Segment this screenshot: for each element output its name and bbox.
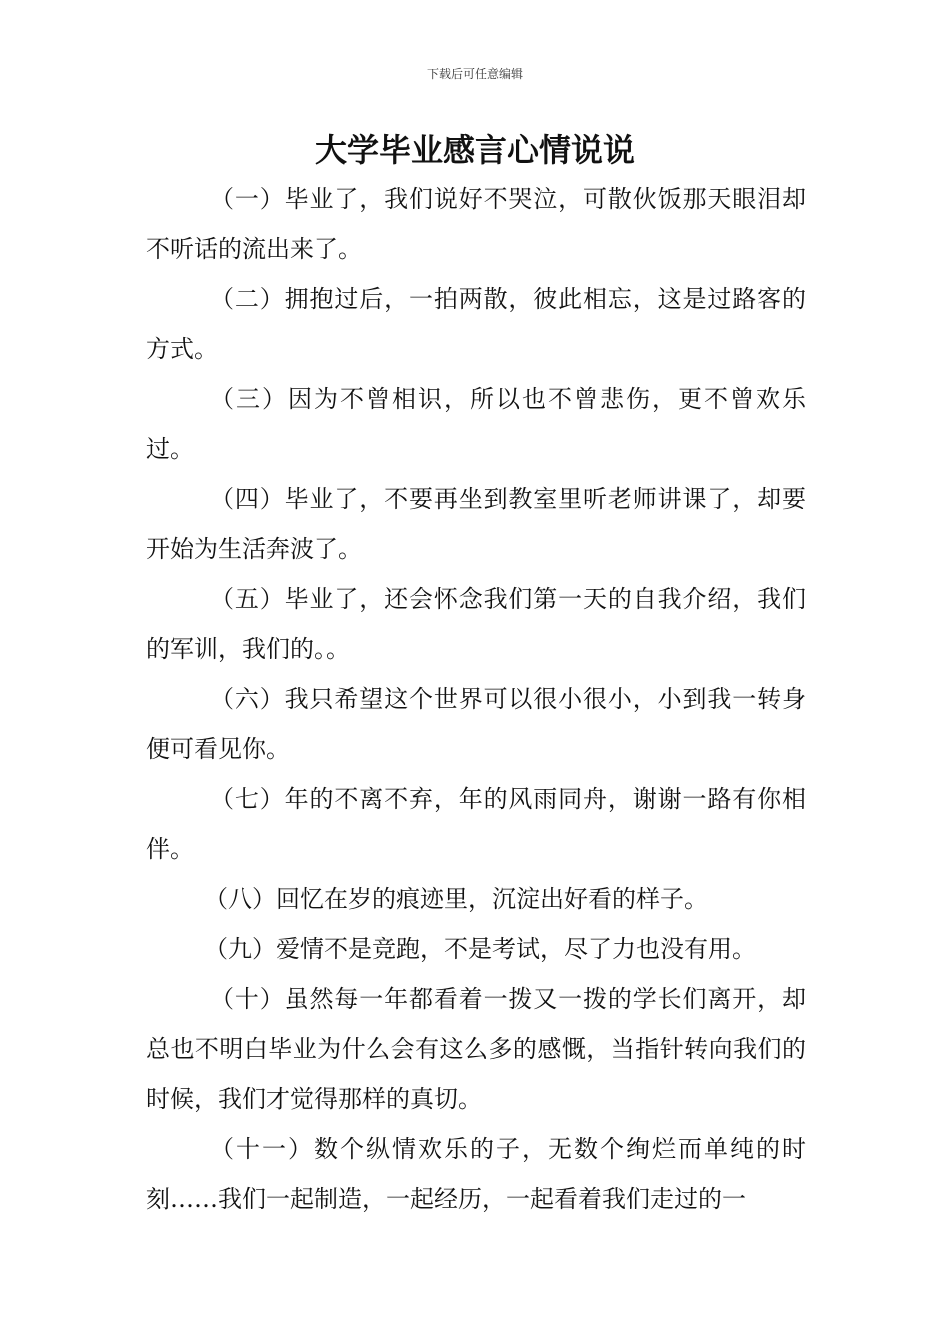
document-title: 大学毕业感言心情说说 xyxy=(314,131,635,169)
paragraph-4: （四）毕业了，不要再坐到教室里听老师讲课了，却要开始为生活奔波了。 xyxy=(146,485,806,563)
paragraph-11: （十一）数个纵情欢乐的子，无数个绚烂而单纯的时刻……我们一起制造，一起经历，一起看着我们走过的一 xyxy=(146,1135,806,1213)
header-note: 下载后可任意编辑 xyxy=(426,67,523,81)
paragraph-9: （九）爱情不是竞跑，不是考试，尽了力也没有用。 xyxy=(204,935,756,963)
paragraph-2: （二）拥抱过后，一拍两散，彼此相忘，这是过路客的方式。 xyxy=(146,285,806,363)
paragraph-1: （一）毕业了，我们说好不哭泣，可散伙饭那天眼泪却不听话的流出来了。 xyxy=(146,185,806,263)
paragraph-10: （十）虽然每一年都看着一拨又一拨的学长们离开，却总也不明白毕业为什么会有这么多的感慨，当指针转向我们的时候，我们才觉得那样的真切。 xyxy=(146,985,806,1113)
paragraph-5: （五）毕业了，还会怀念我们第一天的自我介绍，我们的军训，我们的。。 xyxy=(146,585,806,663)
paragraph-8: （八）回忆在岁的痕迹里，沉淀出好看的样子。 xyxy=(204,885,708,913)
document-body xyxy=(146,174,806,1224)
paragraph-6: （六）我只希望这个世界可以很小很小，小到我一转身便可看见你。 xyxy=(146,685,806,763)
paragraph-3: （三）因为不曾相识，所以也不曾悲伤，更不曾欢乐过。 xyxy=(146,385,806,463)
paragraph-7: （七）年的不离不弃，年的风雨同舟，谢谢一路有你相伴。 xyxy=(146,785,806,863)
